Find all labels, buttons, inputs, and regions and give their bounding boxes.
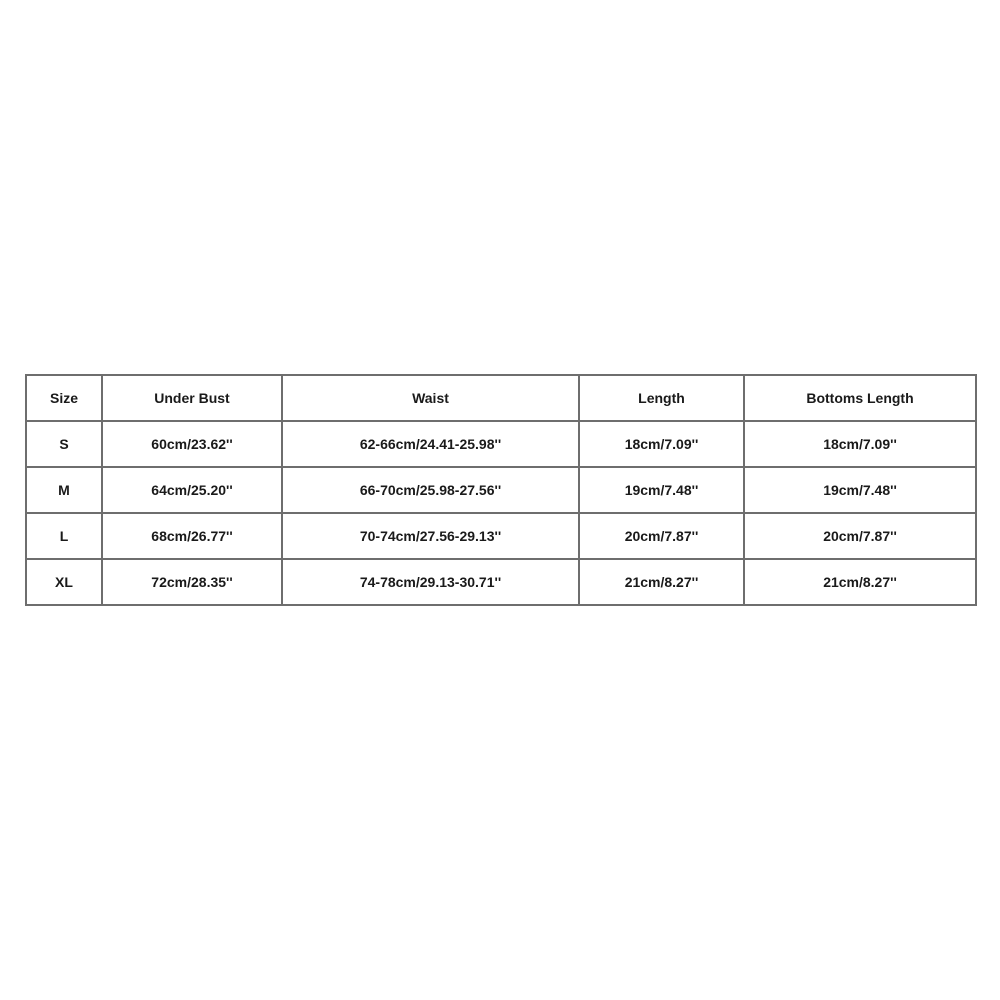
table-row [26,513,976,559]
cell-bottoms-length: 21cm/8.27'' [744,559,976,605]
cell-length: 20cm/7.87'' [579,513,744,559]
cell-waist: 66-70cm/25.98-27.56'' [282,467,579,513]
table-row [26,467,976,513]
cell-length: 21cm/8.27'' [579,559,744,605]
header-under-bust: Under Bust [102,375,282,421]
header-waist: Waist [282,375,579,421]
table-row [26,421,976,467]
cell-bottoms-length: 20cm/7.87'' [744,513,976,559]
cell-bottoms-length: 19cm/7.48'' [744,467,976,513]
cell-bottoms-length: 18cm/7.09'' [744,421,976,467]
cell-under-bust: 68cm/26.77'' [102,513,282,559]
cell-length: 19cm/7.48'' [579,467,744,513]
cell-under-bust: 64cm/25.20'' [102,467,282,513]
cell-size: L [26,513,102,559]
cell-waist: 70-74cm/27.56-29.13'' [282,513,579,559]
cell-waist: 62-66cm/24.41-25.98'' [282,421,579,467]
cell-size: M [26,467,102,513]
cell-size: XL [26,559,102,605]
header-size: Size [26,375,102,421]
header-length: Length [579,375,744,421]
size-chart-table [25,374,977,606]
table-header-row [26,375,976,421]
cell-length: 18cm/7.09'' [579,421,744,467]
cell-under-bust: 72cm/28.35'' [102,559,282,605]
cell-under-bust: 60cm/23.62'' [102,421,282,467]
table-row [26,559,976,605]
cell-size: S [26,421,102,467]
cell-waist: 74-78cm/29.13-30.71'' [282,559,579,605]
header-bottoms-length: Bottoms Length [744,375,976,421]
